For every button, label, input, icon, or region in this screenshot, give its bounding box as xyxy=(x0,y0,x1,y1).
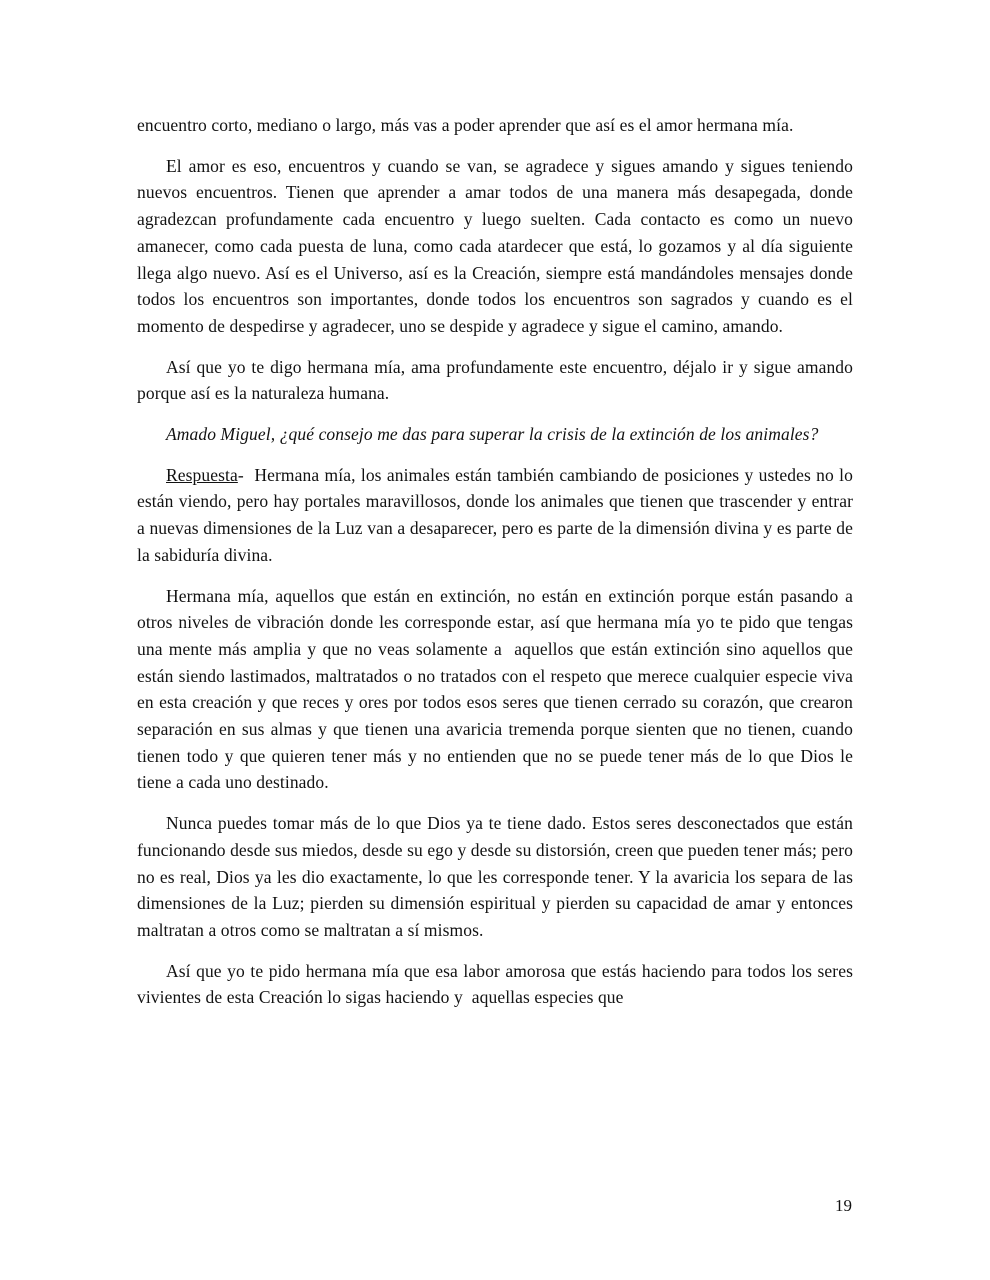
respuesta-text: Hermana mía, los animales están también cambiando de posiciones y ustedes no lo están viendo, pero hay portales maravillosos, donde los animales que tienen que trascender y entrar a nuevas dimensiones de la Luz van a desaparecer, pero es parte de la dimensión divina y es parte de la sabiduría divina. xyxy=(137,464,853,565)
paragraph-continuation: encuentro corto, mediano o largo, más vas a poder aprender que así es el amor hermana mía. xyxy=(137,115,794,135)
paragraph-question-italic: Amado Miguel, ¿qué consejo me das para superar la crisis de la extinción de los animales? xyxy=(166,424,819,445)
paragraph-asi-que-pido: Así que yo te pido hermana mía que esa labor amorosa que estás haciendo para todos los seres vivientes de esta Creación lo sigas haciendo y aquellas especies que xyxy=(137,960,853,1008)
respuesta-separator: - xyxy=(237,464,244,485)
page-number: 19 xyxy=(835,1196,852,1215)
respuesta-label: Respuesta xyxy=(166,464,238,485)
paragraph-nunca-puedes: Nunca puedes tomar más de lo que Dios ya te tiene dado. Estos seres desconectados que están funcionando desde sus miedos, desde su ego y desde su distorsión, creen que pueden tener más; pero no es real, Dios ya les dio exactamente, lo que les corresponde tener. Y la avaricia los separa de las dimensiones de la Luz; pierden su dimensión espiritual y pierden su capacidad de amar y entonces maltratan a otros como se maltratan a sí mismos. xyxy=(137,813,853,940)
paragraph-hermana-extincion: Hermana mía, aquellos que están en extinción, no están en extinción porque están pasando a otros niveles de vibración donde les corresponde estar, así que hermana mía yo te pido que tengas una mente más amplia y que no veas solamente a aquellos que están extinción sino aquellos que están siendo lastimados, maltratados o no tratados con el respeto que merece cualquier especie viva en esta creación y que reces y ores por todos esos seres que tienen cerrado su corazón, que crearon separación en sus almas y que tienen una avaricia tremenda porque sienten que no tienen, cuando tienen todo y que quieren tener más y no entienden que no se puede tener más de lo que Dios le tiene a cada uno destinado. xyxy=(137,585,853,793)
paragraph-asi-que-digo: Así que yo te digo hermana mía, ama profundamente este encuentro, déjalo ir y sigue amando porque así es la naturaleza humana. xyxy=(137,356,853,404)
paragraph-el-amor: El amor es eso, encuentros y cuando se van, se agradece y sigues amando y sigues teniendo nuevos encuentros. Tienen que aprender a amar todos de una manera más desapegada, donde agradezcan profundamente cada encuentro y luego suelten. Cada contacto es como un nuevo amanecer, como cada puesta de luna, como cada atardecer que está, lo gozamos y al día siguiente llega algo nuevo. Así es el Universo, así es la Creación, siempre está mandándoles mensajes donde todos los encuentros son importantes, donde todos los encuentros son sagrados y cuando es el momento de despedirse y agradecer, uno se despide y agradece y sigue el camino, amando. xyxy=(137,155,853,336)
paragraph-respuesta xyxy=(137,462,853,569)
